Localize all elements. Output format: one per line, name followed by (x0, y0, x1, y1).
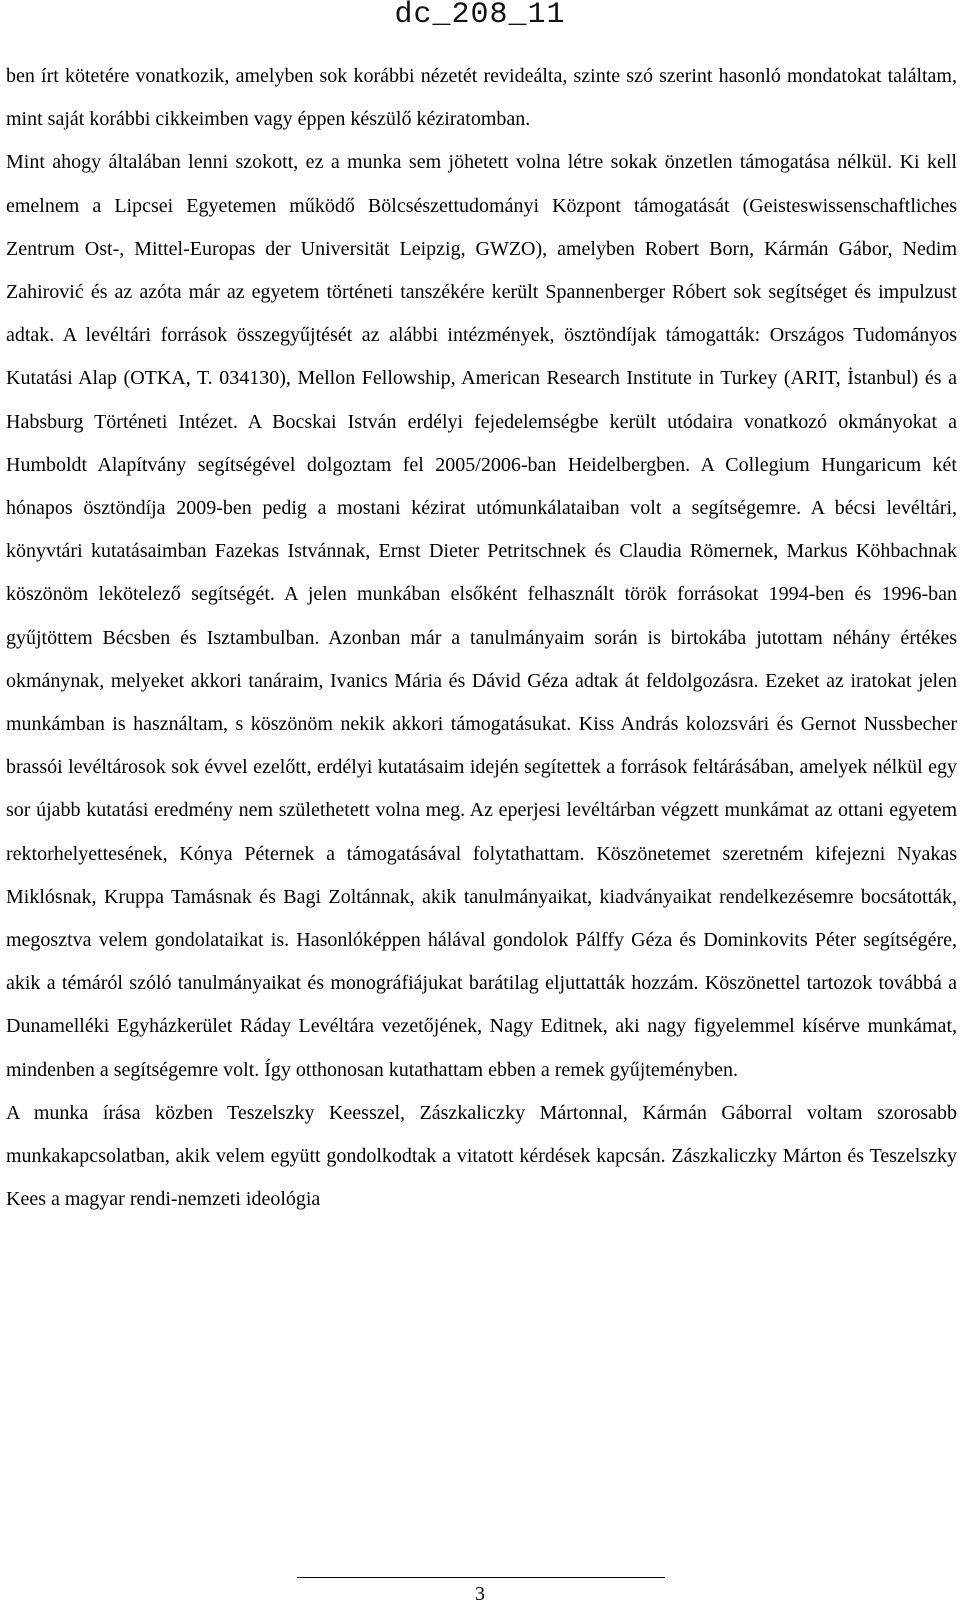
body-text (6, 55, 957, 1221)
paragraph: ben írt kötetére vonatkozik, amelyben sok korábbi nézetét revideálta, szinte szó szerint hasonló mondatokat találtam, mint saját korábbi cikkeimben vagy éppen készülő kéziratomban. (6, 65, 957, 131)
document-id-header: dc_208_11 (394, 0, 566, 32)
footer-rule (297, 1577, 665, 1578)
page-number: 3 (475, 1583, 485, 1605)
paragraph: Mint ahogy általában lenni szokott, ez a munka sem jöhetett volna létre sokak önzetlen támogatása nélkül. Ki kell emelnem a Lipcsei Egyetemen működő Bölcsészettudományi Központ támogatását (Geisteswissenschaftliches Zentrum Ost-, Mittel-Europas der Universität Leipzig, GWZO), amelyben Robert Born, Kármán Gábor, Nedim Zahirović és az azóta már az egyetem történeti tanszékére került Spannenberger Róbert sok segítséget és impulzust adtak. A levéltári források összegyűjtését az alábbi intézmények, ösztöndíjak támogatták: Országos Tudományos Kutatási Alap (OTKA, T. 034130), Mellon Fellowship, American Research Institute in Turkey (ARIT, İstanbul) és a Habsburg Történeti Intézet. A Bocskai István erdélyi fejedelemségbe került utódaira vonatkozó okmányokat a Humboldt Alapítvány segítségével dolgoztam fel 2005/2006-ban Heidelbergben. A Collegium Hungaricum két hónapos ösztöndíja 2009-ben pedig a mostani kézirat utómunkálataiban volt a segítségemre. A bécsi levéltári, könyvtári kutatásaimban Fazekas Istvánnak, Ernst Dieter Petritschnek és Claudia Römernek, Markus Köhbachnak köszönöm lekötelező segítségét. A jelen munkában elsőként felhasznált török forrásokat 1994-ben és 1996-ban gyűjtöttem Bécsben és Isztambulban. Azonban már a tanulmányaim során is birtokába jutottam néhány értékes okmánynak, melyeket akkori tanáraim, Ivanics Mária és Dávid Géza adtak át feldolgozásra. Ezeket az iratokat jelen munkámban is használtam, s köszönöm nekik akkori támogatásukat. Kiss András kolozsvári és Gernot Nussbecher brassói levéltárosok sok évvel ezelőtt, erdélyi kutatásaim idején segítettek a források feltárásában, amelyek nélkül egy sor újabb kutatási eredmény nem születhetett volna meg. Az eperjesi levéltárban végzett munkámat az ottani egyetem rektorhelyettesének, Kónya Péternek a támogatásával folytathattam. Köszönetemet szeretném kifejezni Nyakas Miklósnak, Kruppa Tamásnak és Bagi Zoltánnak, akik tanulmányaikat, kiadványaikat rendelkezésemre bocsátották, megosztva velem gondolataikat is. Hasonlóképpen hálával gondolok Pálffy Géza és Dominkovits Péter segítségére, akik a témáról szóló tanulmányaikat és monográfiájukat barátilag eljuttatták hozzám. Köszönettel tartozok továbbá a Dunamelléki Egyházkerület Ráday Levéltára vezetőjének, Nagy Editnek, aki nagy figyelemmel kísérve munkámat, mindenben a segítségemre volt. Így otthonosan kutathattam ebben a remek gyűjteményben. (6, 151, 957, 1081)
paragraph: A munka írása közben Teszelszky Keesszel, Zászkaliczky Mártonnal, Kármán Gáborral voltam szorosabb munkakapcsolatban, akik velem együtt gondolkodtak a vitatott kérdések kapcsán. Zászkaliczky Márton és Teszelszky Kees a magyar rendi-nemzeti ideológia (6, 1101, 957, 1211)
